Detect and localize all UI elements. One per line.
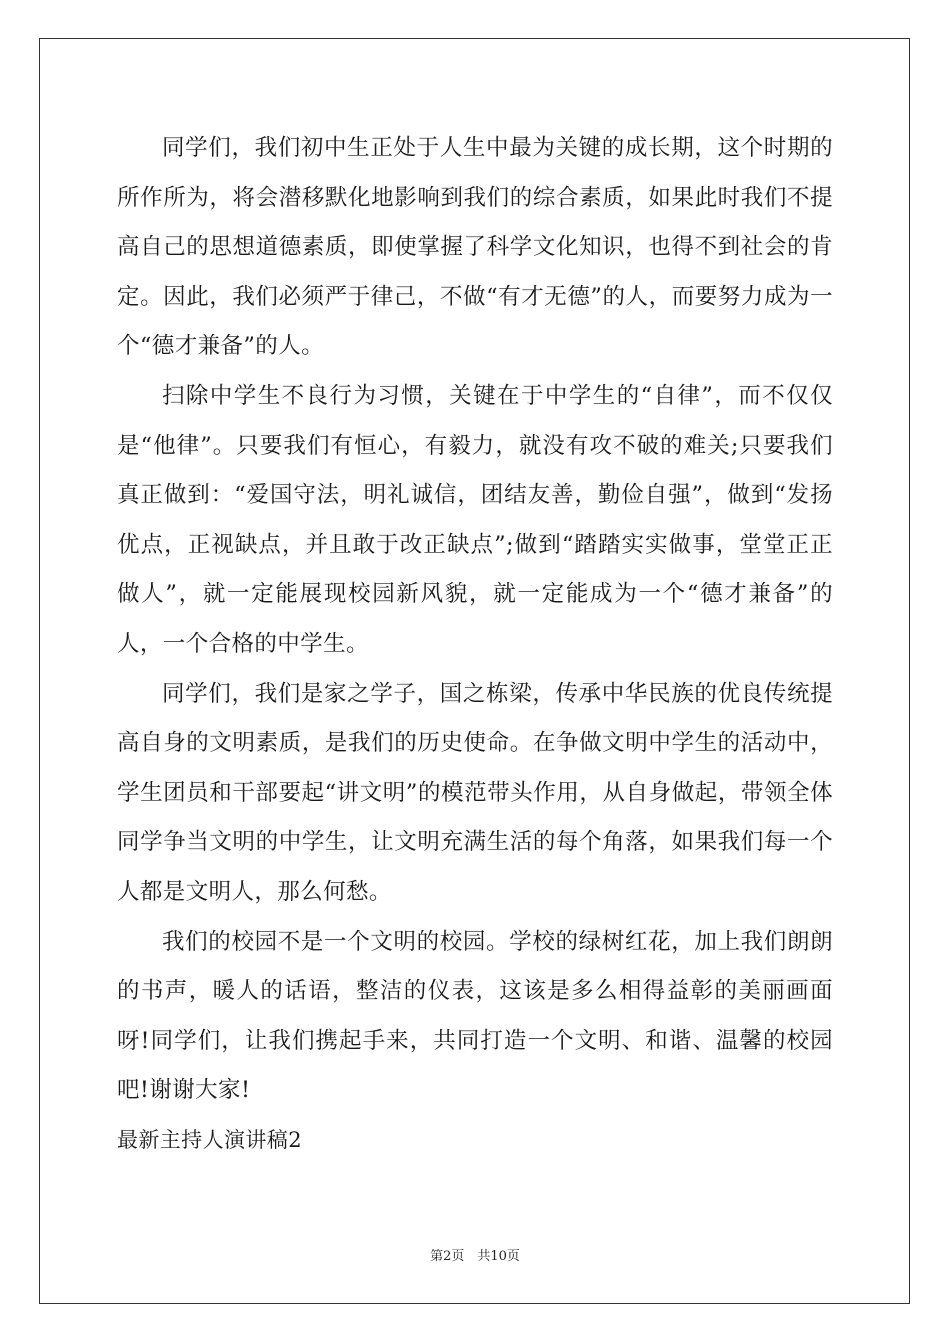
document-body	[117, 124, 833, 1165]
paragraph-4: 我们的校园不是一个文明的校园。学校的绿树红花，加上我们朗朗的书声，暖人的话语，整洁的仪表，这该是多么相得益彰的美丽画面呀!同学们，让我们携起手来，共同打造一个文明、和谐、温馨的校园吧!谢谢大家!	[117, 928, 833, 1104]
paragraph-1: 同学们，我们初中生正处于人生中最为关键的成长期，这个时期的所作所为，将会潜移默化地影响到我们的综合素质，如果此时我们不提高自己的思想道德素质，即使掌握了科学文化知识，也得不到社会的肯定。因此，我们必须严于律己，不做“有才无德”的人，而要努力成为一个“德才兼备”的人。	[117, 135, 833, 360]
paragraph-3: 同学们，我们是家之学子，国之栋梁，传承中华民族的优良传统提高自身的文明素质，是我们的历史使命。在争做文明中学生的活动中，学生团员和干部要起“讲文明”的模范带头作用，从自身做起，带领全体同学争当文明的中学生，让文明充满生活的每个角落，如果我们每一个人都是文明人，那么何愁。	[117, 680, 833, 905]
section-heading: 最新主持人演讲稿2	[117, 1127, 302, 1152]
paragraph-2: 扫除中学生不良行为习惯，关键在于中学生的“自律”，而不仅仅是“他律”。只要我们有恒心，有毅力，就没有攻不破的难关;只要我们真正做到：“爱国守法，明礼诚信，团结友善，勤俭自强”，做到“发扬优点，正视缺点，并且敢于改正缺点”;做到“踏踏实实做事，堂堂正正做人”，就一定能展现校园新风貌，就一定能成为一个“德才兼备”的人，一个合格的中学生。	[117, 382, 833, 657]
page-number-footer: 第2页 共10页	[430, 1249, 520, 1264]
